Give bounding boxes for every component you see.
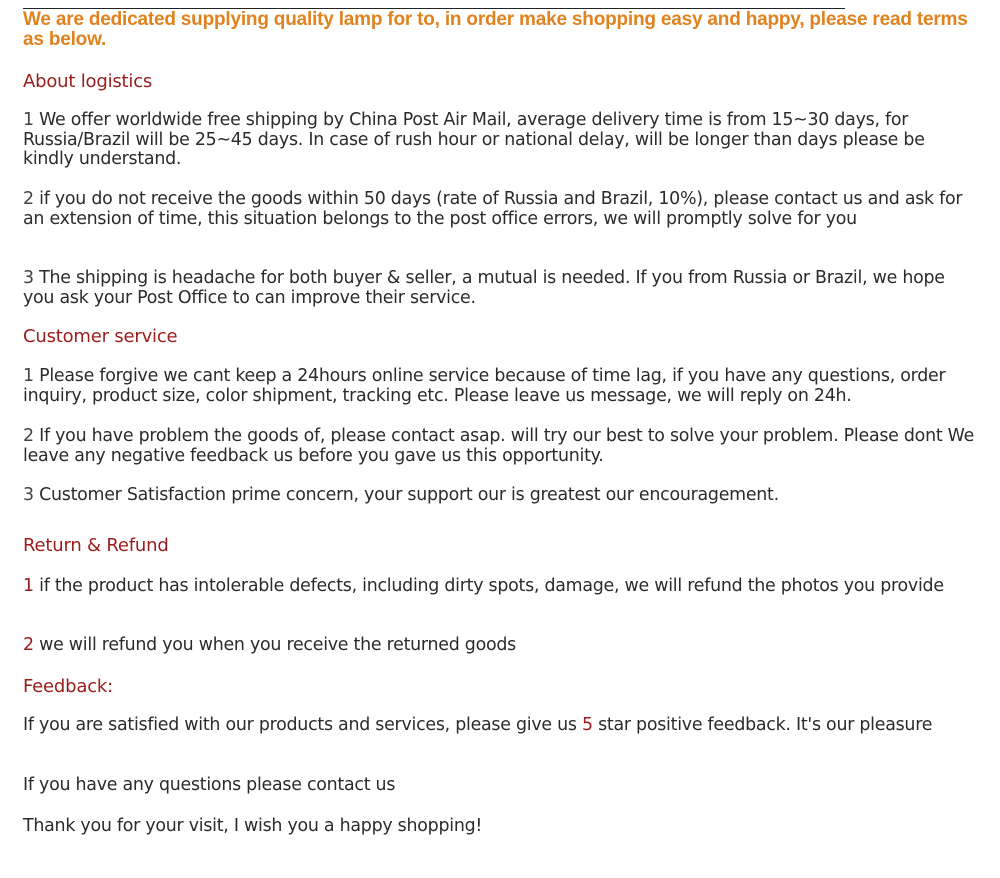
item-number: 3 (23, 268, 34, 288)
item-text: If you have problem the goods of, please contact asap. will try our best to solve your problem. Please dont We leave any negative feedback us before you gave us this opportunity. (23, 426, 975, 466)
star-count: 5 (581, 715, 593, 735)
feedback-line-3: Thank you for your visit, I wish you a happy shopping! (23, 816, 483, 836)
refund-item-2 (23, 636, 975, 656)
section-title-logistics: About logistics (23, 71, 153, 92)
item-number: 2 (23, 426, 34, 446)
item-number: 1 (23, 110, 34, 130)
item-number: 1 (23, 576, 34, 596)
item-text: we will refund you when you receive the returned goods (33, 635, 516, 655)
item-number: 3 (23, 485, 34, 505)
feedback-line-2: If you have any questions please contact us (23, 775, 396, 795)
feedback-text-before: If you are satisfied with our products and services, please give us (23, 715, 582, 735)
logistics-item-2 (23, 190, 975, 229)
item-text: The shipping is headache for both buyer & seller, a mutual is needed. If you from Russia or Brazil, we hope you ask your Post Office to can improve their service. (23, 268, 945, 308)
item-number: 2 (23, 189, 34, 209)
customer-service-item-1 (23, 367, 975, 406)
feedback-line-1 (23, 716, 975, 736)
logistics-item-1 (23, 111, 975, 170)
item-text: if you do not receive the goods within 50 days (rate of Russia and Brazil, 10%), please contact us and ask for an extension of time, this situation belongs to the post office errors, we will promptly solve for you (23, 189, 963, 229)
page-headline: We are dedicated supplying quality lamp for to, in order make shopping easy and happy, please read terms as below. (23, 9, 968, 50)
item-text: Customer Satisfaction prime concern, your support our is greatest our encouragement. (33, 485, 779, 505)
item-text: if the product has intolerable defects, including dirty spots, damage, we will refund the photos you provide (33, 576, 944, 596)
customer-service-item-3 (23, 486, 975, 506)
item-number: 1 (23, 366, 34, 386)
item-text: We offer worldwide free shipping by China Post Air Mail, average delivery time is from 15~30 days, for Russia/Brazil will be 25~45 days. In case of rush hour or national delay, will be longer than days please be kindly understand. (23, 110, 925, 169)
section-title-refund: Return & Refund (23, 535, 169, 556)
feedback-text-after: star positive feedback. It's our pleasure (592, 715, 933, 735)
section-title-feedback: Feedback: (23, 676, 113, 697)
logistics-item-3 (23, 269, 975, 308)
refund-item-1 (23, 577, 975, 597)
item-number: 2 (23, 635, 34, 655)
item-text: Please forgive we cant keep a 24hours online service because of time lag, if you have any questions, order inquiry, product size, color shipment, tracking etc. Please leave us message, we will reply on 24h. (23, 366, 946, 406)
customer-service-item-2 (23, 427, 975, 466)
section-title-customer-service: Customer service (23, 326, 178, 347)
